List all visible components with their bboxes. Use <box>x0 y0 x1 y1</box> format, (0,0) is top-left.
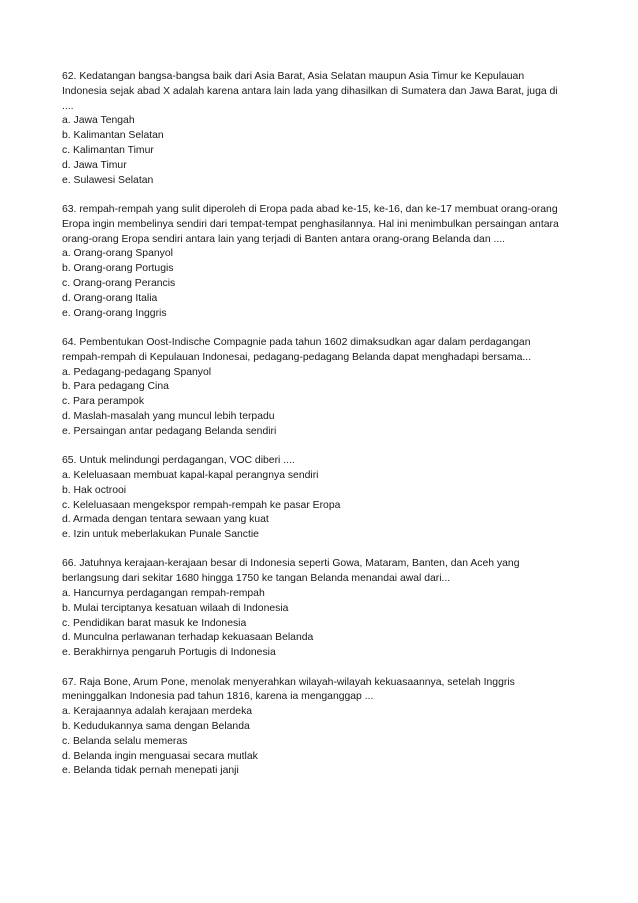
option-c: c. Para perampok <box>62 396 145 408</box>
option-b: b. Orang-orang Portugis <box>62 263 174 275</box>
option-b: b. Para pedagang Cina <box>62 381 169 393</box>
option-a: a. Hancurnya perdagangan rempah-rempah <box>62 588 265 600</box>
question-text: 64. Pembentukan Oost-Indische Compagnie pada tahun 1602 dimaksudkan agar dalam perdagangan rempah-rempah di Kepulauan Indonesai, pedagang-pedagang Belanda dapat menghadapi bersama... <box>62 336 532 363</box>
option-d: d. Munculna perlawanan terhadap kekuasaan Belanda <box>62 632 314 644</box>
question-text: 65. Untuk melindungi perdagangan, VOC diberi .... <box>62 455 295 467</box>
question-text: 63. rempah-rempah yang sulit diperoleh di Eropa pada abad ke-15, ke-16, dan ke-17 membuat orang-orang Eropa ingin membelinya sendiri dari tempat-tempat penghasilannya. Hal ini menimbulkan persaingan antara orang-orang Eropa sendiri antara lain yang terjadi di Banten antara orang-orang Belanda dan .... <box>62 203 559 245</box>
option-c: c. Orang-orang Perancis <box>62 277 176 289</box>
option-a: a. Jawa Tengah <box>62 115 135 127</box>
option-e: e. Belanda tidak pernah menepati janji <box>62 765 239 777</box>
option-list <box>62 247 572 321</box>
question-65 <box>62 454 572 543</box>
option-d: d. Jawa Timur <box>62 159 127 171</box>
option-a: a. Keleluasaan membuat kapal-kapal perangnya sendiri <box>62 469 319 481</box>
option-c: c. Belanda selalu memeras <box>62 735 188 747</box>
question-66 <box>62 557 572 661</box>
option-e: e. Orang-orang Inggris <box>62 307 167 319</box>
option-list <box>62 587 572 661</box>
option-e: e. Persaingan antar pedagang Belanda sendiri <box>62 425 277 437</box>
question-text: 66. Jatuhnya kerajaan-kerajaan besar di Indonesia seperti Gowa, Mataram, Banten, dan Aceh yang berlangsung dari sekitar 1680 hingga 1750 ke tangan Belanda menandai awal dari... <box>62 558 520 585</box>
option-b: b. Kalimantan Selatan <box>62 130 164 142</box>
option-a: a. Kerajaannya adalah kerajaan merdeka <box>62 706 253 718</box>
question-text: 67. Raja Bone, Arum Pone, menolak menyerahkan wilayah-wilayah kekuasaannya, setelah Inggris meninggalkan Indonesia pad tahun 1816, karena ia menganggap ... <box>62 676 515 703</box>
question-62 <box>62 70 572 188</box>
option-c: c. Pendidikan barat masuk ke Indonesia <box>62 617 247 629</box>
question-list <box>62 70 572 794</box>
option-b: b. Hak octrooi <box>62 484 127 496</box>
option-e: e. Izin untuk meberlakukan Punale Sanctie <box>62 529 259 541</box>
option-list <box>62 705 572 779</box>
question-text: 62. Kedatangan bangsa-bangsa baik dari Asia Barat, Asia Selatan maupun Asia Timur ke Kepulauan Indonesia sejak abad X adalah karena antara lain lada yang dihasilkan di Sumatera dan Jawa Barat, juga di .... <box>62 71 558 112</box>
option-d: d. Orang-orang Italia <box>62 292 158 304</box>
option-a: a. Orang-orang Spanyol <box>62 248 173 260</box>
question-67 <box>62 676 572 780</box>
option-d: d. Maslah-masalah yang muncul lebih terpadu <box>62 410 275 422</box>
option-list <box>62 469 572 543</box>
question-63 <box>62 203 572 321</box>
option-d: d. Belanda ingin menguasai secara mutlak <box>62 750 258 762</box>
option-d: d. Armada dengan tentara sewaan yang kuat <box>62 514 269 526</box>
option-list <box>62 114 572 188</box>
question-64 <box>62 336 572 440</box>
option-e: e. Berakhirnya pengaruh Portugis di Indonesia <box>62 647 276 659</box>
option-e: e. Sulawesi Selatan <box>62 174 154 186</box>
option-c: c. Kalimantan Timur <box>62 144 154 156</box>
option-b: b. Mulai terciptanya kesatuan wilaah di Indonesia <box>62 602 289 614</box>
option-b: b. Kedudukannya sama dengan Belanda <box>62 721 250 733</box>
option-c: c. Keleluasaan mengekspor rempah-rempah ke pasar Eropa <box>62 499 341 511</box>
option-a: a. Pedagang-pedagang Spanyol <box>62 366 212 378</box>
option-list <box>62 366 572 440</box>
